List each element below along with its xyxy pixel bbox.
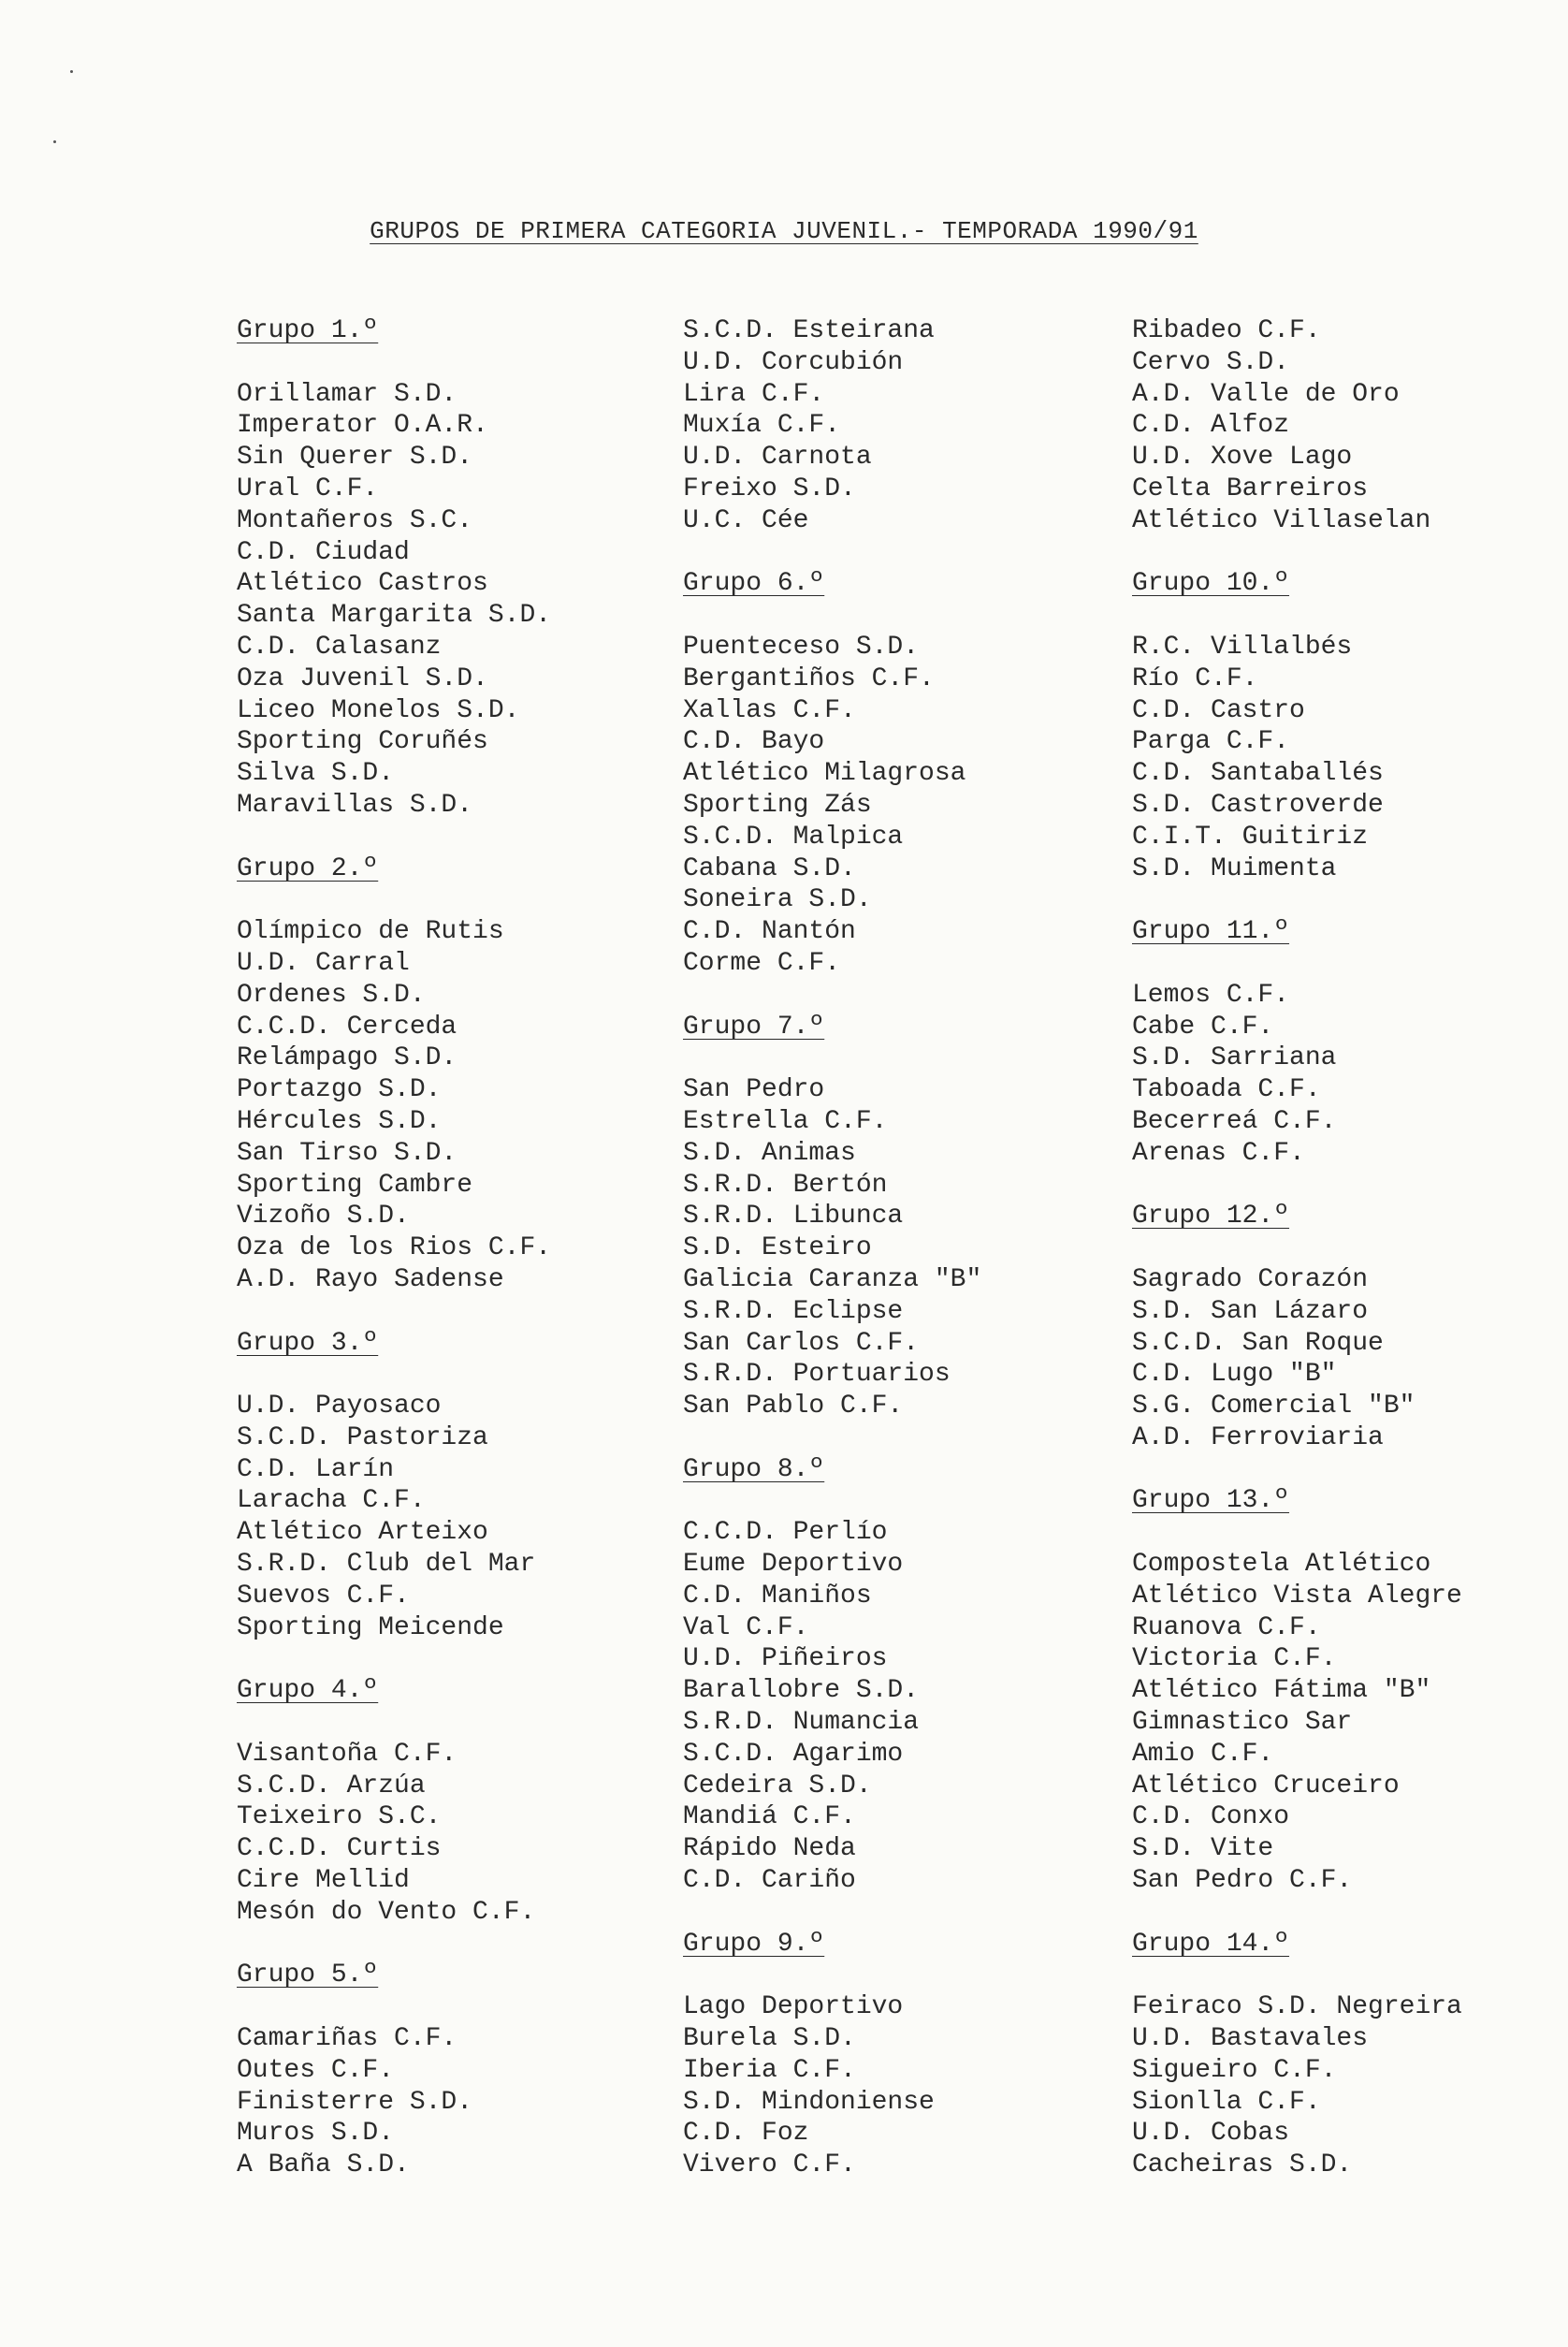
team-entry: Laracha C.F. bbox=[237, 1486, 426, 1516]
team-entry: Victoria C.F. bbox=[1132, 1644, 1337, 1674]
team-entry: A.D. Rayo Sadense bbox=[237, 1264, 504, 1294]
team-entry: S.C.D. Agarimo bbox=[683, 1739, 904, 1769]
team-entry: San Pablo C.F. bbox=[683, 1392, 904, 1421]
team-entry: Galicia Caranza "B" bbox=[683, 1264, 982, 1294]
team-entry: S.D. Castroverde bbox=[1132, 790, 1384, 820]
team-entry: San Pedro bbox=[683, 1075, 825, 1105]
group-heading bbox=[237, 853, 551, 885]
team-entry: Relámpago S.D. bbox=[237, 1043, 457, 1073]
team-entry: Sin Querer S.D. bbox=[237, 443, 473, 473]
team-entry: Ural C.F. bbox=[237, 474, 379, 503]
team-entry: S.R.D. Eclipse bbox=[683, 1296, 904, 1326]
team-entry: Feiraco S.D. Negreira bbox=[1132, 1992, 1462, 2022]
team-entry: Cabana S.D. bbox=[683, 853, 856, 883]
team-entry: Atlético Milagrosa bbox=[683, 759, 966, 789]
team-entry: Cacheiras S.D. bbox=[1132, 2150, 1353, 2180]
team-entry: Orillamar S.D. bbox=[237, 379, 457, 409]
blank-line bbox=[237, 1359, 551, 1391]
team-entry: Sporting Cambre bbox=[237, 1170, 473, 1200]
speck-mark bbox=[70, 70, 73, 73]
group-heading bbox=[683, 1454, 981, 1486]
group-heading bbox=[1132, 1201, 1462, 1232]
team-entry: Rápido Neda bbox=[683, 1834, 856, 1864]
team-entry: Portazgo S.D. bbox=[237, 1075, 442, 1105]
group-heading-text: Grupo 5.º bbox=[237, 1961, 379, 1990]
team-entry: S.D. Animas bbox=[683, 1138, 856, 1168]
group-heading-text: Grupo 1.º bbox=[237, 316, 379, 345]
group-heading-text: Grupo 3.º bbox=[237, 1328, 379, 1358]
blank-line bbox=[1132, 1170, 1462, 1202]
team-entry: U.D. Corcubión bbox=[683, 347, 904, 377]
blank-line bbox=[237, 1991, 551, 2023]
team-entry: Atlético Arteixo bbox=[237, 1518, 488, 1548]
team-entry: Sigueiro C.F. bbox=[1132, 2055, 1337, 2085]
team-entry: Cabe C.F. bbox=[1132, 1012, 1274, 1042]
speck-mark bbox=[53, 140, 56, 143]
team-entry: Atlético Cruceiro bbox=[1132, 1771, 1400, 1800]
team-entry: Maravillas S.D. bbox=[237, 790, 473, 820]
team-entry: S.D. Sarriana bbox=[1132, 1043, 1337, 1073]
team-entry: U.D. Cobas bbox=[1132, 2119, 1290, 2149]
team-entry: Gimnastico Sar bbox=[1132, 1708, 1353, 1738]
team-entry: Río C.F. bbox=[1132, 663, 1258, 693]
blank-line bbox=[1132, 948, 1462, 980]
team-entry: S.R.D. Numancia bbox=[683, 1708, 920, 1738]
blank-line bbox=[683, 1042, 981, 1074]
team-entry: Mandiá C.F. bbox=[683, 1802, 856, 1832]
team-entry: Puenteceso S.D. bbox=[683, 632, 920, 662]
team-entry: Sagrado Corazón bbox=[1132, 1264, 1369, 1294]
team-entry: Visantoña C.F. bbox=[237, 1739, 457, 1769]
team-entry: U.D. Bastavales bbox=[1132, 2024, 1369, 2054]
group-heading-text: Grupo 11.º bbox=[1132, 917, 1290, 947]
team-entry: S.D. Esteiro bbox=[683, 1233, 872, 1263]
team-entry: Sionlla C.F. bbox=[1132, 2087, 1321, 2117]
team-entry: Arenas C.F. bbox=[1132, 1138, 1305, 1168]
blank-line bbox=[1132, 1517, 1462, 1549]
team-entry: Mesón do Vento C.F. bbox=[237, 1897, 536, 1927]
team-entry: Val C.F. bbox=[683, 1612, 809, 1642]
group-heading bbox=[237, 1960, 551, 1991]
team-column-3 bbox=[1132, 315, 1462, 2181]
blank-line bbox=[237, 1643, 551, 1675]
team-entry: Taboada C.F. bbox=[1132, 1075, 1321, 1105]
group-heading-text: Grupo 12.º bbox=[1132, 1202, 1290, 1232]
blank-line bbox=[237, 347, 551, 379]
group-heading bbox=[237, 1675, 551, 1707]
team-entry: C.D. Maniños bbox=[683, 1581, 872, 1611]
page-title-text: GRUPOS DE PRIMERA CATEGORIA JUVENIL.- TEMPORADA 1990/91 bbox=[370, 217, 1198, 245]
team-entry: R.C. Villalbés bbox=[1132, 632, 1353, 662]
team-entry: Burela S.D. bbox=[683, 2024, 856, 2054]
team-entry: Lira C.F. bbox=[683, 379, 825, 409]
team-entry: U.D. Carral bbox=[237, 948, 410, 978]
team-entry: S.C.D. Arzúa bbox=[237, 1771, 426, 1800]
team-entry: C.D. Foz bbox=[683, 2119, 809, 2149]
team-entry: Montañeros S.C. bbox=[237, 505, 473, 535]
group-heading-text: Grupo 9.º bbox=[683, 1929, 825, 1959]
team-entry: San Pedro C.F. bbox=[1132, 1866, 1353, 1896]
team-entry: Vizoño S.D. bbox=[237, 1202, 410, 1232]
team-entry: A.D. Ferroviaria bbox=[1132, 1422, 1384, 1452]
team-entry: San Tirso S.D. bbox=[237, 1138, 457, 1168]
team-entry: Compostela Atlético bbox=[1132, 1550, 1431, 1580]
blank-line bbox=[683, 1485, 981, 1517]
blank-line bbox=[683, 1897, 981, 1929]
team-entry: A.D. Valle de Oro bbox=[1132, 379, 1400, 409]
blank-line bbox=[683, 600, 981, 632]
team-entry: C.D. Ciudad bbox=[237, 537, 410, 567]
team-entry: Atlético Vista Alegre bbox=[1132, 1581, 1462, 1611]
group-heading-text: Grupo 6.º bbox=[683, 569, 825, 599]
team-entry: Santa Margarita S.D. bbox=[237, 601, 552, 631]
group-heading-text: Grupo 8.º bbox=[683, 1454, 825, 1484]
team-entry: Cire Mellid bbox=[237, 1866, 410, 1896]
team-entry: C.D. Cariño bbox=[683, 1866, 856, 1896]
blank-line bbox=[237, 1929, 551, 1961]
team-entry: S.C.D. Malpica bbox=[683, 822, 904, 852]
blank-line bbox=[1132, 1232, 1462, 1264]
blank-line bbox=[1132, 600, 1462, 632]
team-entry: A Baña S.D. bbox=[237, 2150, 410, 2180]
group-heading bbox=[1132, 916, 1462, 948]
team-entry: Barallobre S.D. bbox=[683, 1676, 920, 1706]
team-entry: Imperator O.A.R. bbox=[237, 411, 488, 441]
blank-line bbox=[237, 884, 551, 916]
blank-line bbox=[1132, 1454, 1462, 1486]
team-entry: C.C.D. Curtis bbox=[237, 1834, 442, 1864]
group-heading-text: Grupo 10.º bbox=[1132, 569, 1290, 599]
team-entry: S.R.D. Portuarios bbox=[683, 1360, 951, 1390]
team-entry: C.D. Bayo bbox=[683, 727, 825, 757]
team-entry: Ordenes S.D. bbox=[237, 980, 426, 1010]
team-entry: S.C.D. San Roque bbox=[1132, 1328, 1384, 1358]
team-entry: C.D. Castro bbox=[1132, 695, 1305, 725]
team-entry: U.D. Piñeiros bbox=[683, 1644, 888, 1674]
team-entry: Liceo Monelos S.D. bbox=[237, 695, 520, 725]
team-entry: Soneira S.D. bbox=[683, 885, 872, 915]
team-entry: Eume Deportivo bbox=[683, 1550, 904, 1580]
team-entry: Cervo S.D. bbox=[1132, 347, 1290, 377]
team-entry: Ribadeo C.F. bbox=[1132, 316, 1321, 345]
team-entry: C.C.D. Cerceda bbox=[237, 1012, 457, 1042]
team-column-1 bbox=[237, 315, 551, 2181]
team-entry: C.D. Calasanz bbox=[237, 632, 442, 662]
team-entry: Celta Barreiros bbox=[1132, 474, 1369, 503]
group-heading bbox=[683, 568, 981, 600]
team-entry: Sporting Zás bbox=[683, 790, 872, 820]
team-entry: Sporting Coruñés bbox=[237, 727, 488, 757]
team-entry: Estrella C.F. bbox=[683, 1106, 888, 1136]
team-entry: C.D. Santaballés bbox=[1132, 759, 1384, 789]
team-entry: S.D. Muimenta bbox=[1132, 853, 1337, 883]
team-entry: U.D. Carnota bbox=[683, 443, 872, 473]
team-entry: Ruanova C.F. bbox=[1132, 1612, 1321, 1642]
team-entry: Cedeira S.D. bbox=[683, 1771, 872, 1800]
blank-line bbox=[683, 980, 981, 1012]
team-entry: Oza Juvenil S.D. bbox=[237, 663, 488, 693]
team-entry: Atlético Villaselan bbox=[1132, 505, 1431, 535]
page-title bbox=[0, 217, 1568, 245]
team-entry: Suevos C.F. bbox=[237, 1581, 410, 1611]
group-heading bbox=[683, 1929, 981, 1961]
team-entry: Iberia C.F. bbox=[683, 2055, 856, 2085]
group-heading bbox=[1132, 568, 1462, 600]
blank-line bbox=[237, 822, 551, 853]
team-entry: C.D. Larín bbox=[237, 1454, 395, 1484]
team-entry: S.G. Comercial "B" bbox=[1132, 1392, 1416, 1421]
blank-line bbox=[1132, 1897, 1462, 1929]
team-entry: Muxía C.F. bbox=[683, 411, 841, 441]
team-entry: S.R.D. Libunca bbox=[683, 1202, 904, 1232]
team-entry: U.D. Xove Lago bbox=[1132, 443, 1353, 473]
team-entry: Freixo S.D. bbox=[683, 474, 856, 503]
group-heading-text: Grupo 13.º bbox=[1132, 1486, 1290, 1516]
team-entry: Xallas C.F. bbox=[683, 695, 856, 725]
team-entry: Parga C.F. bbox=[1132, 727, 1290, 757]
team-entry: C.D. Lugo "B" bbox=[1132, 1360, 1337, 1390]
team-entry: C.D. Conxo bbox=[1132, 1802, 1290, 1832]
blank-line bbox=[683, 537, 981, 569]
team-entry: Finisterre S.D. bbox=[237, 2087, 473, 2117]
team-entry: S.C.D. Pastoriza bbox=[237, 1422, 488, 1452]
blank-line bbox=[1132, 1960, 1462, 1991]
blank-line bbox=[683, 1422, 981, 1454]
blank-line bbox=[237, 1296, 551, 1328]
team-entry: S.D. San Lázaro bbox=[1132, 1296, 1369, 1326]
group-heading bbox=[683, 1012, 981, 1043]
team-entry: U.D. Payosaco bbox=[237, 1392, 442, 1421]
blank-line bbox=[1132, 537, 1462, 569]
team-entry: Bergantiños C.F. bbox=[683, 663, 935, 693]
team-entry: Silva S.D. bbox=[237, 759, 395, 789]
team-entry: Sporting Meicende bbox=[237, 1612, 504, 1642]
team-entry: San Carlos C.F. bbox=[683, 1328, 920, 1358]
team-entry: Atlético Castros bbox=[237, 569, 488, 599]
team-entry: Lemos C.F. bbox=[1132, 980, 1290, 1010]
team-entry: Olímpico de Rutis bbox=[237, 917, 504, 947]
group-heading-text: Grupo 14.º bbox=[1132, 1929, 1290, 1959]
team-entry: Corme C.F. bbox=[683, 948, 841, 978]
team-entry: S.R.D. Bertón bbox=[683, 1170, 888, 1200]
team-entry: Atlético Fátima "B" bbox=[1132, 1676, 1431, 1706]
group-heading bbox=[1132, 1485, 1462, 1517]
team-entry: S.C.D. Esteirana bbox=[683, 316, 935, 345]
team-entry: C.C.D. Perlío bbox=[683, 1518, 888, 1548]
team-entry: C.D. Alfoz bbox=[1132, 411, 1290, 441]
team-entry: Oza de los Rios C.F. bbox=[237, 1233, 552, 1263]
team-entry: Becerreá C.F. bbox=[1132, 1106, 1337, 1136]
blank-line bbox=[237, 1707, 551, 1739]
group-heading bbox=[1132, 1929, 1462, 1961]
team-entry: Teixeiro S.C. bbox=[237, 1802, 442, 1832]
team-entry: Vivero C.F. bbox=[683, 2150, 856, 2180]
team-column-2 bbox=[683, 315, 981, 2181]
group-heading-text: Grupo 2.º bbox=[237, 853, 379, 883]
team-entry: S.R.D. Club del Mar bbox=[237, 1550, 536, 1580]
group-heading bbox=[237, 1328, 551, 1360]
team-entry: Amio C.F. bbox=[1132, 1739, 1274, 1769]
team-entry: C.I.T. Guitiriz bbox=[1132, 822, 1369, 852]
team-entry: S.D. Mindoniense bbox=[683, 2087, 935, 2117]
team-entry: Hércules S.D. bbox=[237, 1106, 442, 1136]
group-heading-text: Grupo 7.º bbox=[683, 1012, 825, 1042]
team-entry: C.D. Nantón bbox=[683, 917, 856, 947]
group-heading-text: Grupo 4.º bbox=[237, 1676, 379, 1706]
blank-line bbox=[683, 1960, 981, 1991]
team-entry: Camariñas C.F. bbox=[237, 2024, 457, 2054]
team-entry: Outes C.F. bbox=[237, 2055, 395, 2085]
team-entry: Muros S.D. bbox=[237, 2119, 395, 2149]
team-entry: U.C. Cée bbox=[683, 505, 809, 535]
blank-line bbox=[1132, 884, 1462, 916]
team-entry: Lago Deportivo bbox=[683, 1992, 904, 2022]
group-heading bbox=[237, 315, 551, 347]
team-entry: S.D. Vite bbox=[1132, 1834, 1274, 1864]
